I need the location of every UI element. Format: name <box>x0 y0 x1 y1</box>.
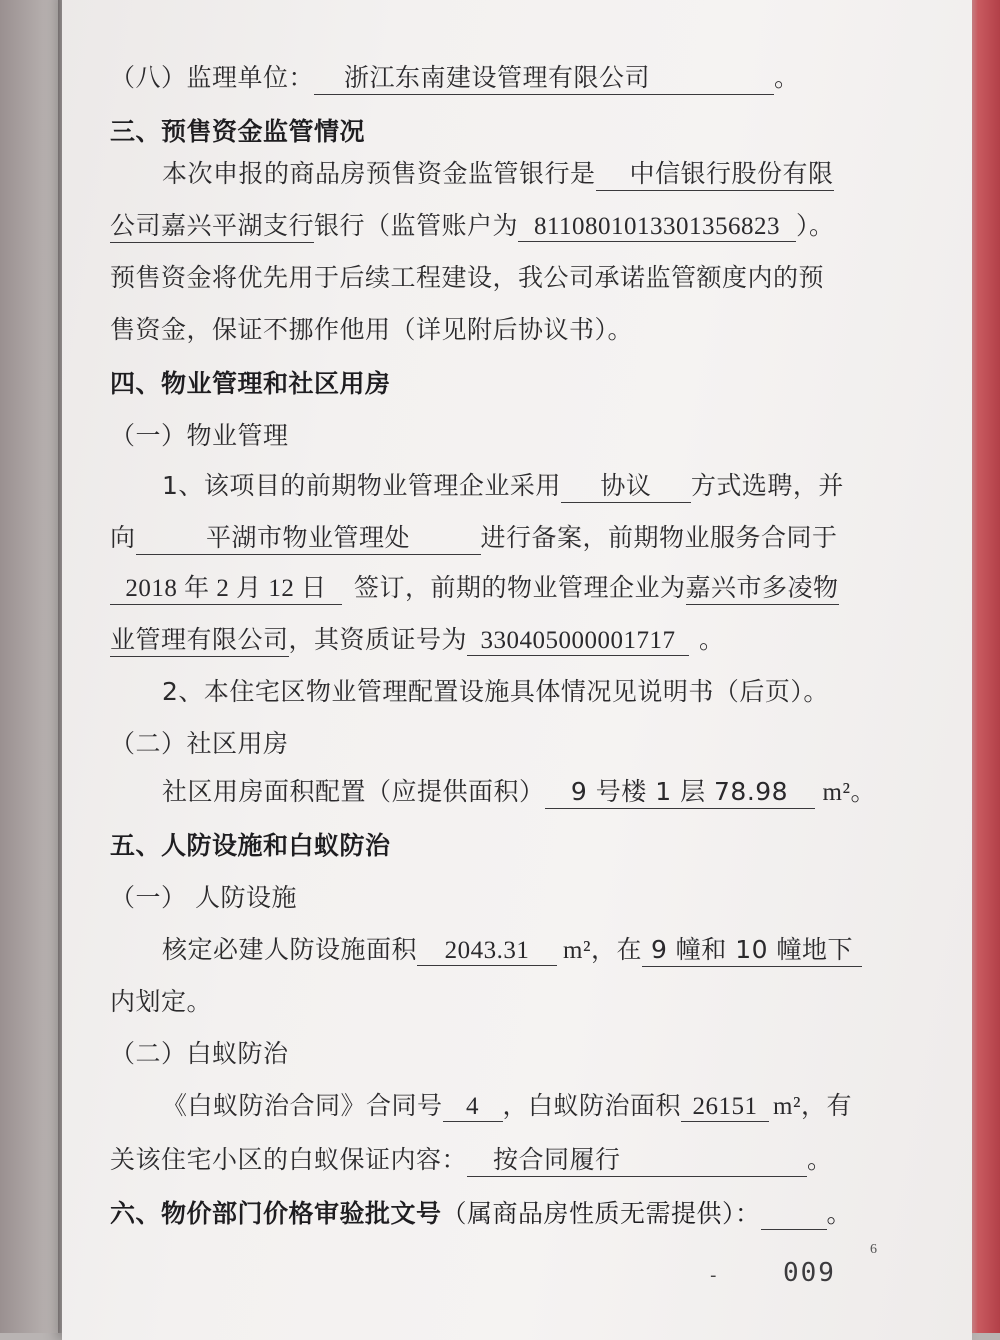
supervision-unit-line <box>110 58 800 95</box>
supervision-unit-label: （八）监理单位： <box>110 63 315 92</box>
funds-line-2 <box>110 310 633 346</box>
community-housing-area: 9 号楼 1 层 78.98 <box>545 772 815 809</box>
period: 。 <box>826 1199 853 1228</box>
section-4-heading <box>110 364 391 400</box>
text: （二）白蚁防治 <box>110 1039 289 1068</box>
account-label: 银行（监管账户为 <box>314 211 519 240</box>
text: （属商品房性质无需提供）： <box>441 1199 761 1228</box>
text: 2、本住宅区物业管理配置设施具体情况见说明书（后页）。 <box>162 677 829 706</box>
document-page <box>62 0 972 1340</box>
community-housing-area-line <box>162 772 876 809</box>
bank-label: 本次申报的商品房预售资金监管银行是 <box>162 159 596 188</box>
page-stamp: 009 <box>783 1258 836 1288</box>
text: 内划定。 <box>110 987 213 1016</box>
heading-text: 五、人防设施和白蚁防治 <box>110 831 391 860</box>
supervision-unit-value: 浙江东南建设管理有限公司 <box>314 58 774 95</box>
text: （二）社区用房 <box>110 729 289 758</box>
text: 关该住宅小区的白蚁保证内容： <box>110 1145 468 1174</box>
text: 1、该项目的前期物业管理企业采用 <box>162 471 561 500</box>
section-6-heading <box>110 1194 852 1230</box>
contract-date-line <box>110 568 839 605</box>
termite-guarantee-line <box>110 1140 833 1177</box>
registration-line <box>110 518 838 555</box>
facilities-line <box>162 672 829 708</box>
termite-contract-line <box>162 1086 852 1122</box>
termite-guarantee: 按合同履行 <box>467 1140 807 1177</box>
section-5-heading <box>110 826 391 862</box>
page-number: 6 <box>870 1242 877 1257</box>
qualification-line <box>110 620 725 657</box>
text: 核定必建人防设施面积 <box>162 935 418 964</box>
management-selection-line <box>162 466 844 503</box>
period: 。 <box>774 63 800 92</box>
management-company-part2: 业管理有限公司 <box>110 620 289 657</box>
text: 售资金，保证不挪作他用（详见附后协议书）。 <box>110 315 634 344</box>
section-3-heading <box>110 112 365 148</box>
period: 。 <box>699 625 725 654</box>
text: （一）物业管理 <box>110 421 289 450</box>
civil-defense-location: 9 幢和 10 幢地下 <box>642 930 862 967</box>
unit: m²。 <box>822 779 876 806</box>
text: 进行备案，前期物业服务合同于 <box>480 523 838 552</box>
civil-defense-area-line <box>162 930 862 967</box>
bank-line-1 <box>162 154 834 191</box>
text: 社区用房面积配置（应提供面积） <box>162 777 545 806</box>
text: 向 <box>110 523 136 552</box>
text: 方式选聘，并 <box>690 471 844 500</box>
text: 预售资金将优先用于后续工程建设，我公司承诺监管额度内的预 <box>110 263 825 292</box>
registration-authority: 平湖市物业管理处 <box>136 518 481 555</box>
subsection-termite <box>110 1034 289 1070</box>
unit: m²，在 <box>563 937 642 964</box>
bank-name-part1: 中信银行股份有限 <box>596 154 834 191</box>
civil-defense-line-2 <box>110 982 212 1018</box>
closing-paren: ）。 <box>796 211 835 240</box>
bank-name-part2: 公司嘉兴平湖支行 <box>110 206 314 243</box>
price-approval-blank <box>761 1207 827 1230</box>
qualification-number: 330405000001717 <box>467 627 689 656</box>
account-number: 8110801013301356823 <box>518 213 796 242</box>
heading-text: 六、物价部门价格审验批文号 <box>110 1199 442 1228</box>
subsection-civil-defense <box>110 878 297 914</box>
civil-defense-area: 2043.31 <box>417 937 557 966</box>
text: 签订，前期的物业管理企业为 <box>354 573 686 602</box>
management-company-part1: 嘉兴市多凌物 <box>686 568 839 605</box>
selection-method: 协议 <box>561 466 691 503</box>
heading-text: 三、预售资金监管情况 <box>110 117 366 146</box>
text: （一） 人防设施 <box>110 883 297 912</box>
contract-number: 4 <box>443 1093 503 1122</box>
bank-line-2 <box>110 206 835 243</box>
heading-text: 四、物业管理和社区用房 <box>110 369 391 398</box>
funds-line-1 <box>110 258 824 294</box>
period: 。 <box>807 1145 833 1174</box>
unit: m²，有 <box>773 1093 852 1120</box>
text: ，其资质证号为 <box>288 625 468 654</box>
contract-date: 2018 年 2 月 12 日 <box>110 568 342 605</box>
subsection-community-housing <box>110 724 289 760</box>
text: 《白蚁防治合同》合同号 <box>162 1091 443 1120</box>
termite-area: 26151 <box>681 1093 769 1122</box>
text: ，白蚁防治面积 <box>502 1091 682 1120</box>
subsection-property-management <box>110 416 289 452</box>
footer-dash: - <box>710 1265 717 1286</box>
